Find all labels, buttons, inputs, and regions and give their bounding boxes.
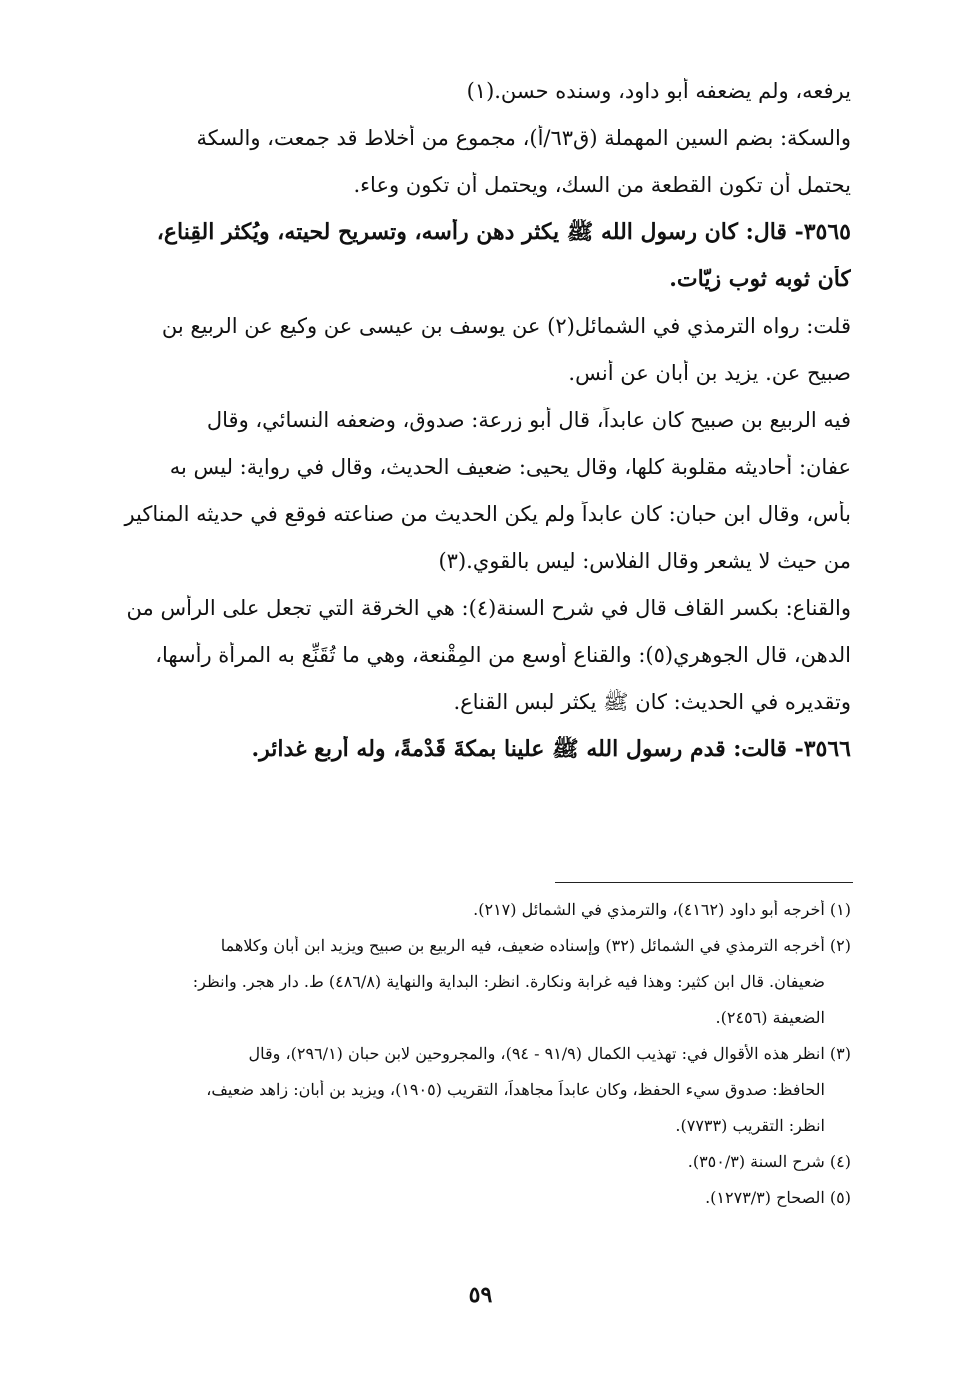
body-line-14: وتقديره في الحديث: كان ﷺ يكثر لبس القناع.	[453, 690, 851, 714]
hadith-3566: ٣٥٦٦- قالت: قدم رسول الله ﷺ علينا بمكةَ قَدْمةً، وله أربع غدائر.	[251, 736, 851, 762]
footnote-4: (٤) شرح السنة (٣٥٠/٣).	[687, 1152, 851, 1171]
footnote-5: (٥) الصحاح (١٢٧٣/٣).	[705, 1188, 851, 1207]
body-line-1: يرفعه، ولم يضعفه أبو داود، وسنده حسن.(١)	[466, 79, 851, 103]
footnote-divider	[555, 882, 853, 883]
body-line-8: فيه الربيع بن صبيح كان عابداً، قال أبو زرعة: صدوق، وضعفه النسائي، وقال	[206, 408, 851, 432]
body-line-11: من حيث لا يشعر وقال الفلاس: ليس بالقوي.(٣)	[438, 549, 851, 573]
hadith-3565-line-2: كأن ثوبه ثوب زيّات.	[669, 266, 851, 292]
main-text	[80, 78, 851, 783]
footnote-3-cont-1: الحافظ: صدوق سيء الحفظ، وكان عابداً مجاهداً، التقريب (١٩٠٥)، ويزيد بن أبان: زاهد ضعيف،	[206, 1080, 825, 1099]
footnotes	[80, 900, 851, 1224]
body-line-3: يحتمل أن تكون القطعة من السك، ويحتمل أن تكون وعاء.	[353, 173, 851, 197]
body-line-13: الدهن، قال الجوهري(٥): والقناع أوسع من المِقْنعة، وهي ما تُقَنِّع به المرأة رأسها،	[155, 643, 851, 667]
body-line-7: صبيح عن. يزيد بن أبان عن أنس.	[568, 361, 851, 385]
page-number: ٥٩	[468, 1282, 493, 1308]
footnote-1: (١) أخرجه أبو داود (٤١٦٢)، والترمذي في الشمائل (٢١٧).	[473, 900, 851, 919]
hadith-3565-line-1: ٣٥٦٥- قال: كان رسول الله ﷺ يكثر دهن رأسه، وتسريح لحيته، ويُكثر القِناع،	[156, 219, 851, 245]
body-line-6: قلت: رواه الترمذي في الشمائل(٢) عن يوسف بن عيسى عن وكيع عن الربيع بن	[161, 314, 851, 338]
body-line-12: والقناع: بكسر القاف قال في شرح السنة(٤): هي الخرقة التي تجعل على الرأس من	[126, 596, 851, 620]
footnote-2: (٢) أخرجه الترمذي في الشمائل (٣٢) وإسناده ضعيف، فيه الربيع بن صبيح ويزيد ابن أبان وكلاهما	[220, 936, 851, 955]
footnote-2-cont-1: ضعيفان. قال ابن كثير: وهذا فيه غرابة ونكارة. انظر: البداية والنهاية (٤٨٦/٨) ط. دار هجر. وانظر:	[192, 972, 825, 991]
body-line-10: بأس، وقال ابن حبان: كان عابداً ولم يكن الحديث من صناعته فوقع في حديثه المناكير	[124, 502, 851, 526]
footnote-2-cont-2: الضعيفة (٢٤٥٦).	[715, 1008, 825, 1027]
body-line-2: والسكة: بضم السين المهملة (ق٦٣/أ)، مجموع من أخلاط قد جمعت، والسكة	[196, 126, 851, 150]
footnote-3: (٣) انظر هذه الأقوال في: تهذيب الكمال (٩١/٩ - ٩٤)، والمجروحين لابن حبان (٢٩٦/١)، وقال	[248, 1044, 851, 1063]
body-line-9: عفان: أحاديثه مقلوبة كلها، وقال يحيى: ضعيف الحديث، وقال في رواية: ليس به	[169, 455, 851, 479]
footnote-3-cont-2: انظر: التقريب (٧٧٣٣).	[675, 1116, 825, 1135]
